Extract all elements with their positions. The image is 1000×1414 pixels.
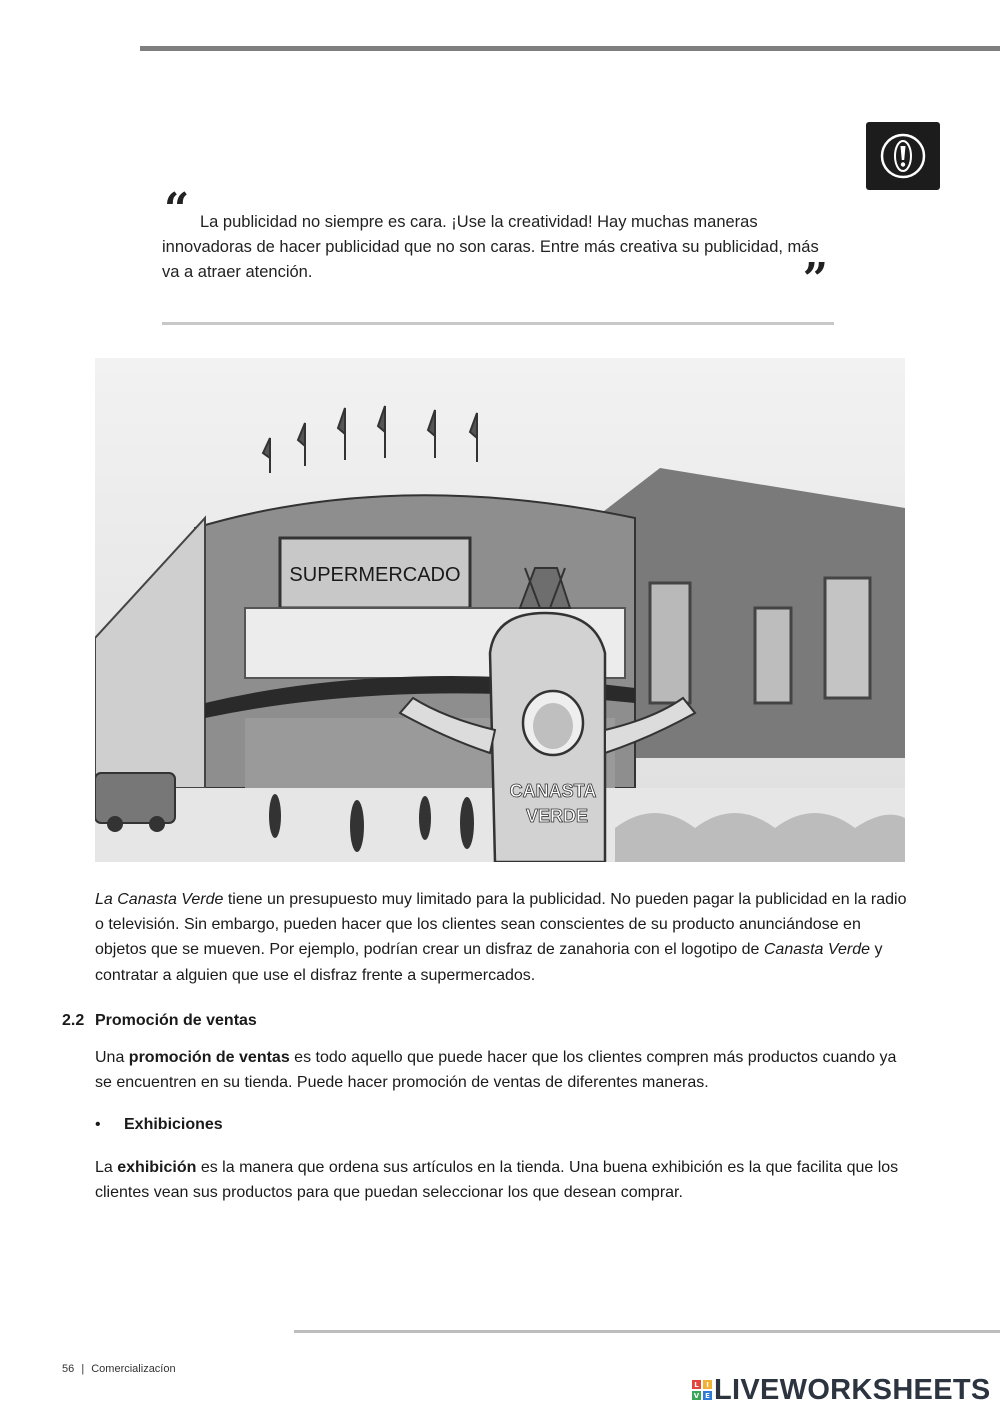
- paragraph-sales-promotion: [95, 1045, 907, 1095]
- paragraph2-post: es todo aquello que puede hacer que los clientes compren más productos cuando ya se encuentren en su tienda. Puede hacer promoción de ventas de diferentes maneras.: [95, 1049, 897, 1092]
- close-quote-icon: ”: [802, 254, 828, 305]
- page-footer: [62, 1363, 176, 1375]
- bullet-mark: •: [95, 1116, 101, 1133]
- quote-block: [162, 184, 834, 305]
- bullet-item-exhibiciones: [95, 1116, 223, 1134]
- footer-separator: |: [81, 1363, 85, 1375]
- brand-name-italic-2: Canasta Verde: [763, 941, 870, 959]
- supermarket-sign-text: SUPERMERCADO: [289, 564, 461, 586]
- alert-badge: [866, 122, 940, 190]
- quote-text: La publicidad no siempre es cara. ¡Use la creatividad! Hay muchas maneras innovadoras de hacer publicidad que no son caras. Entre más creativa su publicidad, más va a atraer atención.: [162, 213, 819, 281]
- costume-text-line1: CANASTA: [509, 781, 597, 801]
- brand-name-italic: La Canasta Verde: [95, 891, 224, 908]
- logo-letter-e: E: [703, 1391, 712, 1400]
- quote-divider: [162, 322, 834, 325]
- term-exhibicion: exhibición: [117, 1159, 197, 1176]
- bottom-rule: [294, 1330, 1000, 1333]
- bullet-label: Exhibiciones: [124, 1116, 223, 1133]
- page-number: 56: [62, 1363, 75, 1375]
- top-rule: [140, 46, 1000, 51]
- paragraph3-post: es la manera que ordena sus artículos en la tienda. Una buena exhibición es la que facilita que los clientes vean sus productos para que puedan seleccionar los que desean comprar.: [95, 1159, 899, 1202]
- logo-letter-i: I: [703, 1380, 712, 1389]
- brand-name: LIVEWORKSHEETS: [714, 1374, 991, 1406]
- paragraph3-pre: La: [95, 1159, 118, 1176]
- term-sales-promotion: promoción de ventas: [128, 1049, 290, 1066]
- paragraph-canasta-verde: [95, 887, 907, 988]
- liveworksheets-logo[interactable]: [692, 1372, 991, 1408]
- paragraph1-part2: y contratar a alguien que use el disfraz frente a supermercados.: [95, 941, 883, 984]
- logo-letter-l: L: [692, 1380, 701, 1389]
- logo-letter-v: V: [693, 1391, 700, 1400]
- exclamation-circle-icon: [877, 130, 929, 182]
- live-logo-icon: [692, 1380, 712, 1400]
- paragraph2-pre: Una: [95, 1049, 129, 1066]
- chapter-name: Comercializacíon: [91, 1363, 176, 1375]
- section-number: 2.2: [62, 1012, 85, 1029]
- costume-text-line2: VERDE: [525, 806, 589, 826]
- paragraph1-part1: tiene un presupuesto muy limitado para la publicidad. No pueden pagar la publicidad en la radio o televisión. Sin embargo, pueden hacer que los clientes sean conscientes de su producto anunciándose en objetos que se mueven. Por ejemplo, podrían crear un disfraz de zanahoria con el logotipo de: [95, 891, 907, 959]
- section-title: Promoción de ventas: [95, 1012, 257, 1029]
- supermarket-illustration: [95, 358, 905, 862]
- paragraph-exhibicion: [95, 1155, 907, 1205]
- section-heading: [62, 1012, 257, 1030]
- open-quote-icon: “: [164, 184, 190, 235]
